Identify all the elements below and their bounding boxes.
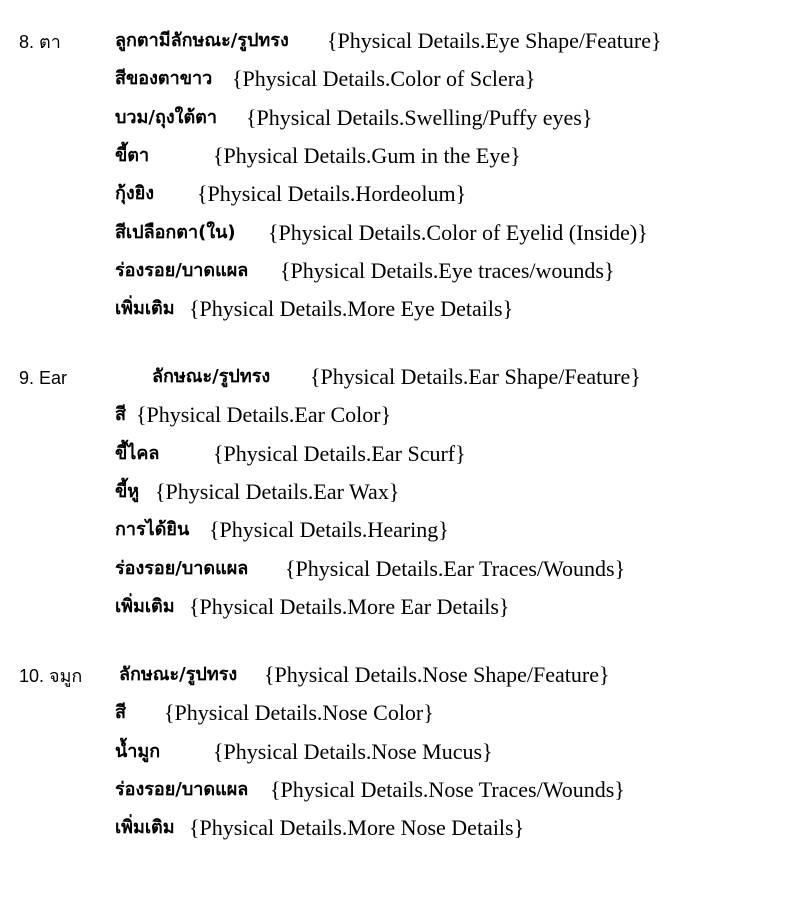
field-placeholder: {Physical Details.Ear Scurf} — [213, 441, 466, 466]
field-placeholder: {Physical Details.Ear Traces/Wounds} — [285, 556, 626, 581]
row-label: ขี้หู — [115, 481, 140, 502]
field-placeholder: {Physical Details.Nose Color} — [164, 700, 434, 725]
field-placeholder: {Physical Details.More Ear Details} — [189, 594, 510, 619]
field-placeholder: {Physical Details.Ear Color} — [136, 402, 392, 427]
field-placeholder: {Physical Details.Hordeolum} — [197, 181, 467, 206]
section-label-eye: 8. ตา — [19, 32, 61, 52]
row-label: ขี้ตา — [115, 145, 150, 166]
row-label: ร่องรอย/บาดแผล — [115, 779, 249, 800]
section-label-nose: 10. จมูก — [19, 666, 83, 686]
row-label: กุ้งยิง — [115, 183, 155, 204]
row-label: ลักษณะ/รูปทรง — [152, 366, 271, 387]
row-label: ร่องรอย/บาดแผล — [115, 260, 249, 281]
field-placeholder: {Physical Details.Eye traces/wounds} — [280, 258, 615, 283]
row-label: เพิ่มเติม — [115, 298, 175, 319]
field-placeholder: {Physical Details.Swelling/Puffy eyes} — [246, 105, 593, 130]
field-placeholder: {Physical Details.Nose Mucus} — [213, 739, 493, 764]
field-placeholder: {Physical Details.Ear Wax} — [155, 479, 400, 504]
row-label: สีของตาขาว — [115, 68, 213, 89]
row-label: ร่องรอย/บาดแผล — [115, 558, 249, 579]
row-label: สี — [115, 702, 126, 723]
field-placeholder: {Physical Details.More Eye Details} — [189, 296, 514, 321]
field-placeholder: {Physical Details.Gum in the Eye} — [213, 143, 521, 168]
field-placeholder: {Physical Details.Eye Shape/Feature} — [327, 28, 662, 53]
row-label: เพิ่มเติม — [115, 817, 175, 838]
row-label: ลักษณะ/รูปทรง — [119, 664, 238, 685]
row-label: ลูกตามีลักษณะ/รูปทรง — [115, 30, 289, 51]
field-placeholder: {Physical Details.More Nose Details} — [189, 815, 525, 840]
section-label-ear: 9. Ear — [19, 368, 68, 388]
field-placeholder: {Physical Details.Nose Shape/Feature} — [264, 662, 610, 687]
field-placeholder: {Physical Details.Ear Shape/Feature} — [310, 364, 641, 389]
row-label: เพิ่มเติม — [115, 596, 175, 617]
field-placeholder: {Physical Details.Hearing} — [209, 517, 449, 542]
field-placeholder: {Physical Details.Nose Traces/Wounds} — [270, 777, 625, 802]
row-label: น้ำมูก — [115, 741, 161, 762]
row-label: ขี้ไคล — [115, 443, 160, 464]
row-label: สีเปลือกตา(ใน) — [115, 222, 236, 243]
row-label: บวม/ถุงใต้ตา — [115, 107, 217, 128]
row-label: การได้ยิน — [115, 519, 190, 540]
field-placeholder: {Physical Details.Color of Sclera} — [232, 66, 536, 91]
row-label: สี — [115, 404, 126, 425]
field-placeholder: {Physical Details.Color of Eyelid (Inside)} — [268, 220, 648, 245]
